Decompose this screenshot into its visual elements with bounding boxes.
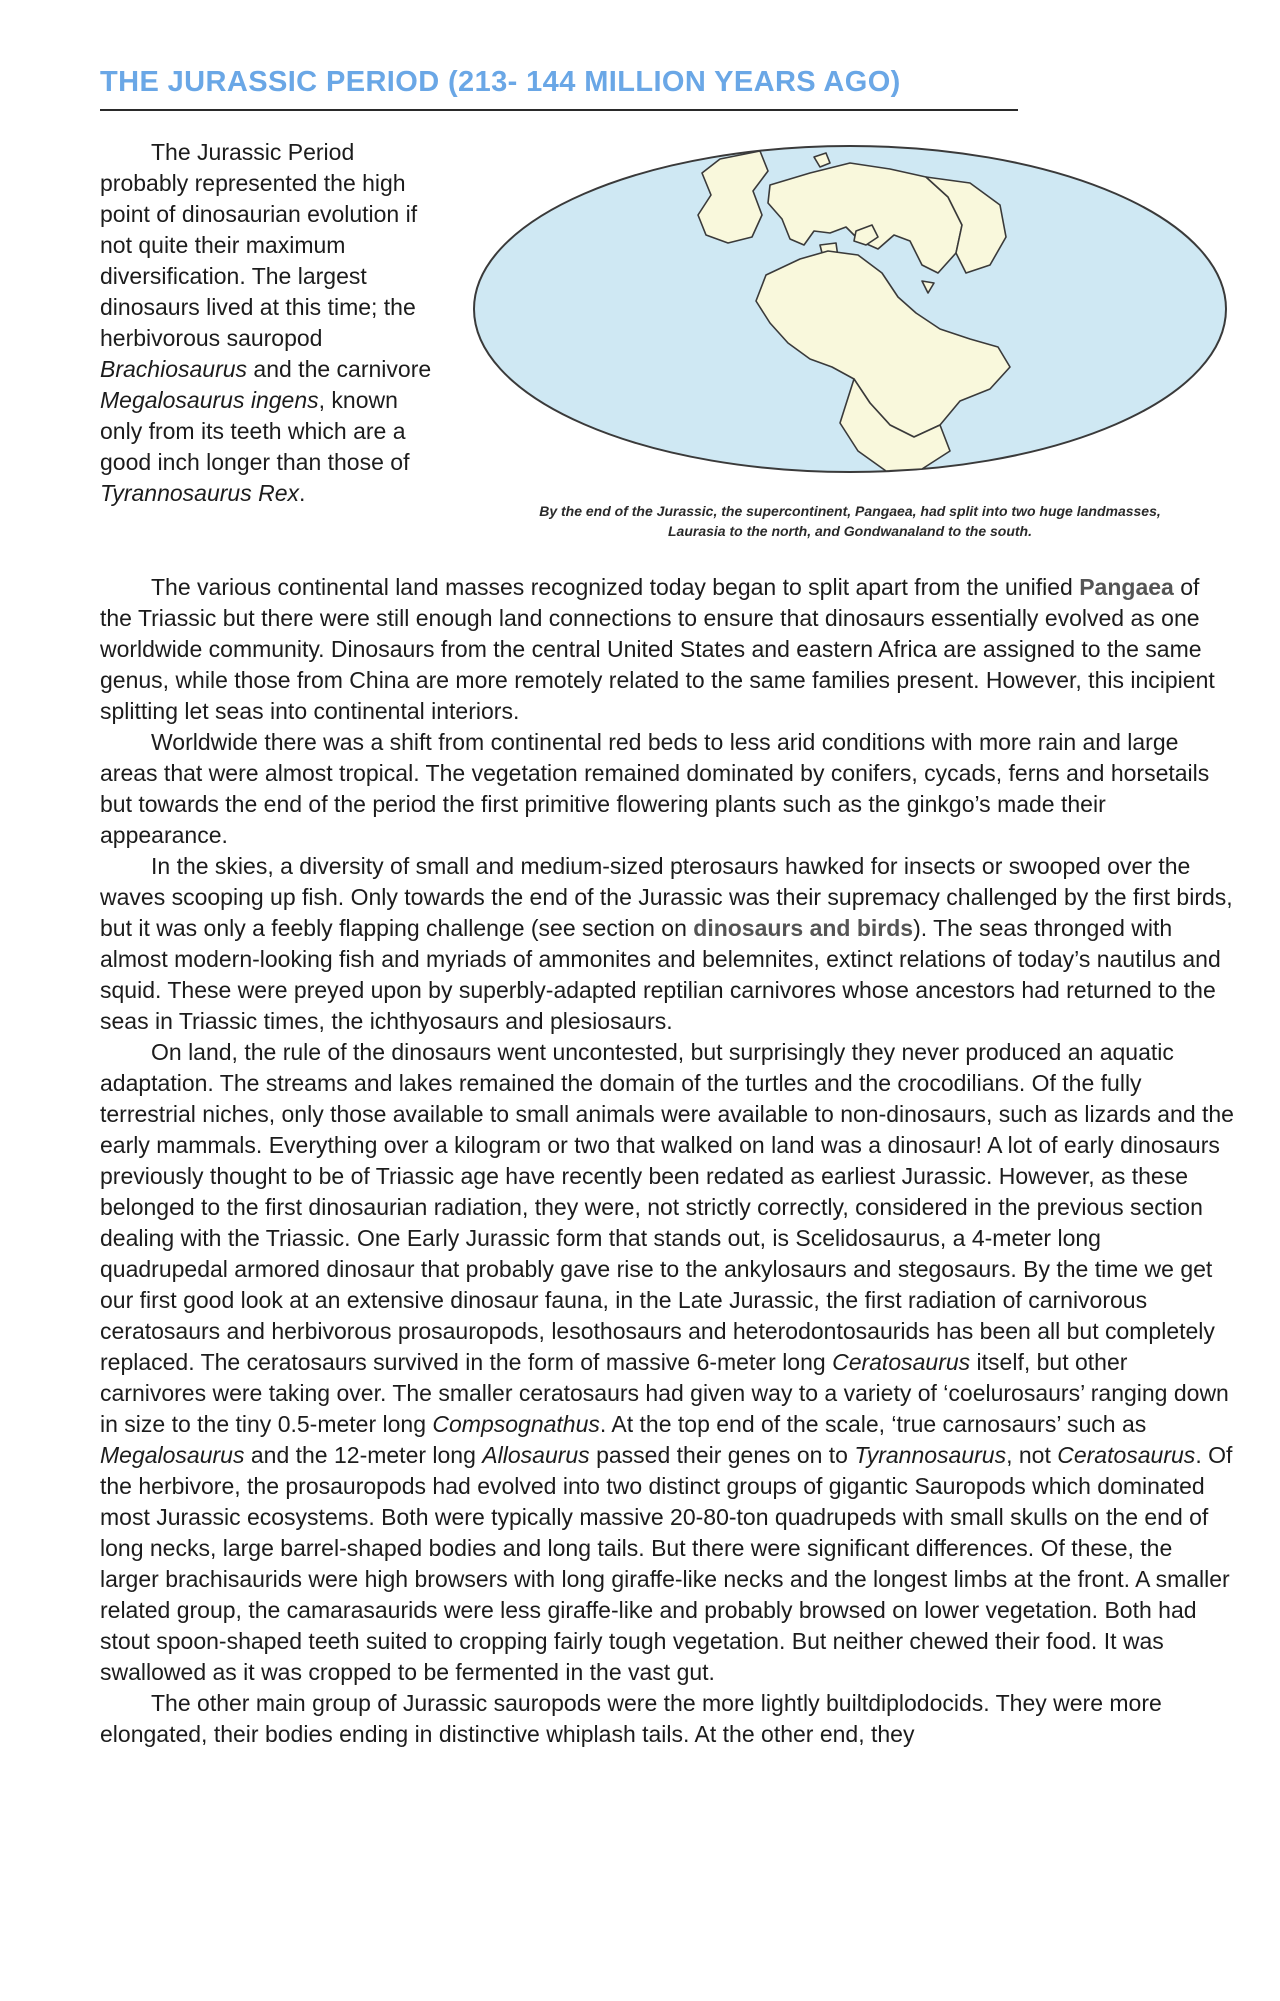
body-text: , not <box>1006 1442 1058 1468</box>
jurassic-world-map <box>470 133 1230 493</box>
taxon-megalosaurus: Megalosaurus <box>100 1442 245 1468</box>
body-text: passed their genes on to <box>589 1442 855 1468</box>
map-caption-line-2: Laurasia to the north, and Gondwanaland to the south. <box>667 523 1032 539</box>
taxon-megalosaurus-ingens: Megalosaurus ingens <box>100 387 319 413</box>
taxon-tyrannosaurus: Tyrannosaurus <box>854 1442 1007 1468</box>
intro-text: . <box>299 480 306 506</box>
taxon-ceratosaurus: Ceratosaurus <box>1057 1442 1196 1468</box>
paragraph-skies-and-seas <box>100 851 1235 1037</box>
intro-text: and the carnivore <box>247 356 432 382</box>
taxon-tyrannosaurus-rex: Tyrannosaurus Rex <box>100 480 299 506</box>
body-text: of the Triassic but there were still enough land connections to ensure that dinosaurs essentially evolved as one worldwide community. Dinosaurs from the central United States and eastern Africa are assigned to the same genus, while those from China are more remotely related to the same families present. However, this incipient splitting let seas into continental interiors. <box>100 574 1215 724</box>
pangaea-map-figure <box>470 133 1230 558</box>
taxon-brachiosaurus: Brachiosaurus <box>100 356 248 382</box>
map-caption-line-1: By the end of the Jurassic, the supercontinent, Pangaea, had split into two huge landmasses, <box>539 503 1161 519</box>
article-body <box>100 572 1235 1750</box>
paragraph-on-land <box>100 1037 1235 1688</box>
body-text: ). The seas thronged with almost modern-looking fish and myriads of ammonites and belemnites, extinct relations of today’s nautilus and squid. These were preyed upon by superbly-adapted reptilian carnivores whose ancestors had returned to the seas in Triassic times, the ichthyosaurs and plesiosaurs. <box>100 915 1221 1034</box>
map-caption <box>470 501 1230 541</box>
body-text: The various continental land masses recognized today began to split apart from the unified <box>151 574 1080 600</box>
taxon-compsognathus: Compsognathus <box>432 1411 600 1437</box>
link-dinosaurs-and-birds[interactable]: dinosaurs and birds <box>693 915 914 941</box>
title-underline <box>100 109 1018 111</box>
paragraph-climate: Worldwide there was a shift from continental red beds to less arid conditions with more rain and large areas that were almost tropical. The vegetation remained dominated by conifers, cycads, ferns and horsetails but towards the end of the period the first primitive flowering plants such as the ginkgo’s made their appearance. <box>100 729 1210 848</box>
body-text: and the 12-meter long <box>244 1442 483 1468</box>
paragraph-diplodocids: The other main group of Jurassic sauropods were the more lightly builtdiplodocids. They were more elongated, their bodies ending in distinctive whiplash tails. At the other end, they <box>100 1690 1162 1747</box>
taxon-ceratosaurus: Ceratosaurus <box>832 1349 971 1375</box>
keyword-pangaea[interactable]: Pangaea <box>1079 574 1174 600</box>
intro-text: , known only from its teeth which are a good inch longer than those of <box>100 387 410 475</box>
intro-text: The Jurassic Period probably represented the high point of dinosaurian evolution if not quite their maximum diversification. The largest dinosaurs lived at this time; the herbivorous sauropod <box>100 139 418 351</box>
intro-paragraph <box>100 137 445 509</box>
taxon-allosaurus: Allosaurus <box>482 1442 590 1468</box>
body-text: . Of the herbivore, the prosauropods had evolved into two distinct groups of gigantic Sauropods which dominated most Jurassic ecosystems. Both were typically massive 20-80-ton quadrupeds with small skulls on the end of long necks, large barrel-shaped bodies and long tails. But there were significant differences. Of these, the larger brachisaurids were high browsers with long giraffe-like necks and the longest limbs at the front. A smaller related group, the camarasaurids were less giraffe-like and probably browsed on lower vegetation. Both had stout spoon-shaped teeth suited to cropping fairly tough vegetation. But neither chewed their food. It was swallowed as it was cropped to be fermented in the vast gut. <box>100 1442 1233 1685</box>
body-text: . At the top end of the scale, ‘true carnosaurs’ such as <box>599 1411 1147 1437</box>
body-text: On land, the rule of the dinosaurs went uncontested, but surprisingly they never produced an aquatic adaptation. The streams and lakes remained the domain of the turtles and the crocodilians. Of the fully terrestrial niches, only those available to small animals were available to non-dinosaurs, such as lizards and the early mammals. Everything over a kilogram or two that walked on land was a dinosaur! A lot of early dinosaurs previously thought to be of Triassic age have recently been redated as earliest Jurassic. However, as these belonged to the first dinosaurian radiation, they were, not strictly correctly, considered in the previous section dealing with the Triassic. One Early Jurassic form that stands out, is Scelidosaurus, a 4-meter long quadrupedal armored dinosaur that probably gave rise to the ankylosaurs and stegosaurs. By the time we get our first good look at an extensive dinosaur fauna, in the Late Jurassic, the first radiation of carnivorous ceratosaurs and herbivorous prosauropods, lesothosaurs and heterodontosaurids has been all but completely replaced. The ceratosaurs survived in the form of massive 6-meter long <box>100 1039 1234 1375</box>
intro-column <box>100 137 445 509</box>
body-text: In the skies, a diversity of small and medium-sized pterosaurs hawked for insects or swooped over the waves scooping up fish. Only towards the end of the Jurassic was their supremacy challenged by the first birds, but it was only a feebly flapping challenge (see section on <box>100 853 1233 941</box>
paragraph-continental-split <box>100 572 1235 727</box>
body-text: itself, but other carnivores were taking over. The smaller ceratosaurs had given way to a variety of ‘coelurosaurs’ ranging down in size to the tiny 0.5-meter long <box>100 1349 1229 1437</box>
page-title: THE JURASSIC PERIOD (213- 144 MILLION YEARS AGO) <box>100 66 901 98</box>
